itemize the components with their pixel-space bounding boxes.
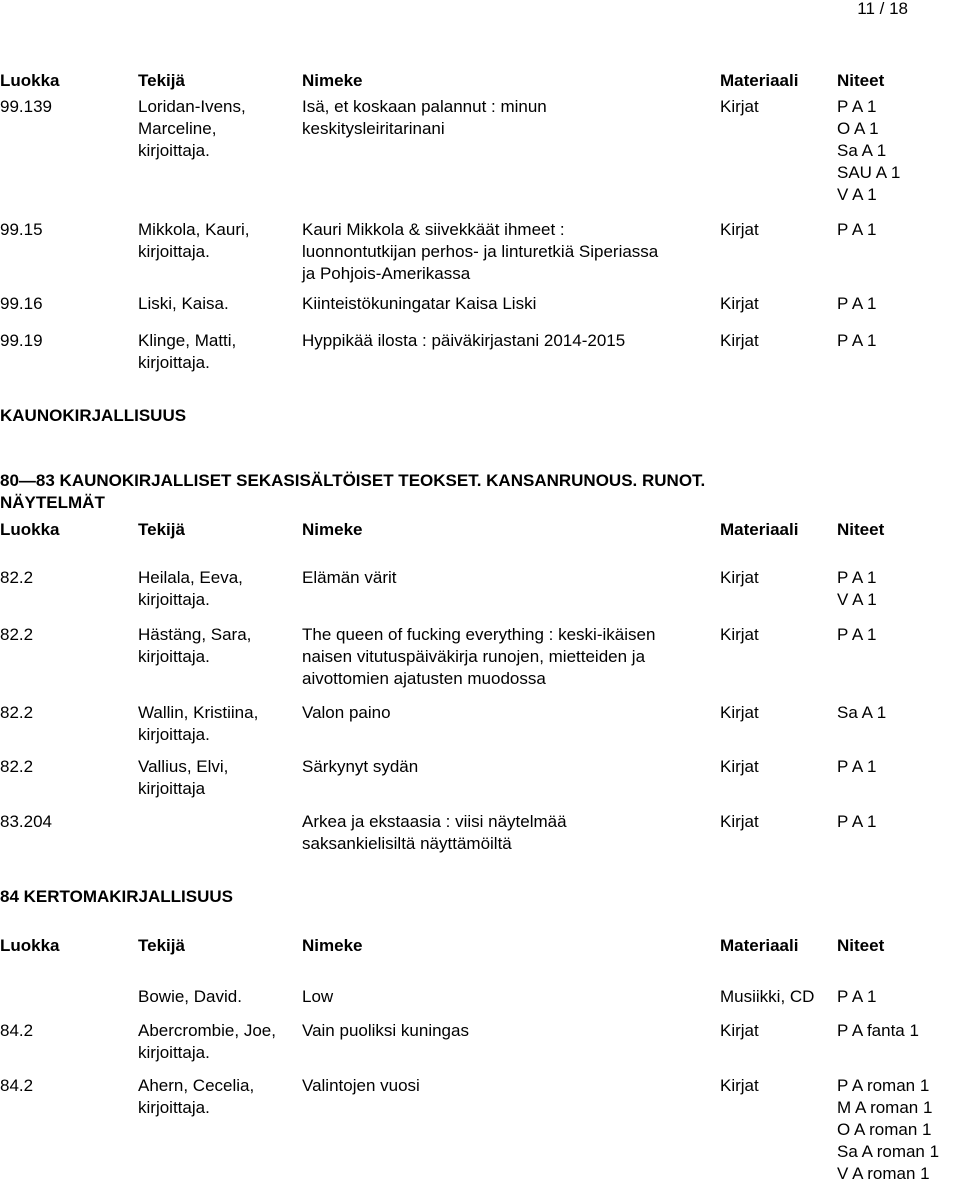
row-niteet-line: O A 1	[837, 119, 879, 138]
row-niteet-line: P A roman 1	[837, 1076, 930, 1095]
row-nimeke-line: Valintojen vuosi	[302, 1076, 420, 1095]
row-nimeke-line: Kauri Mikkola & siivekkäät ihmeet :	[302, 220, 565, 239]
row-niteet-line: V A roman 1	[837, 1164, 930, 1183]
row-luokka: 99.19	[0, 331, 43, 350]
row-niteet-line: V A 1	[837, 185, 877, 204]
row-materiaali: Kirjat	[720, 1021, 759, 1040]
row-tekija-line: Liski, Kaisa.	[138, 294, 229, 313]
row-niteet-line: P A 1	[837, 757, 877, 776]
row-tekija-line: Mikkola, Kauri,	[138, 220, 250, 239]
row-niteet-line: P A 1	[837, 987, 877, 1006]
header-nimeke: Nimeke	[302, 520, 363, 539]
row-tekija-line: Loridan-Ivens,	[138, 97, 246, 116]
row-materiaali: Kirjat	[720, 812, 759, 831]
row-nimeke-line: Särkynyt sydän	[302, 757, 419, 776]
header-materiaali: Materiaali	[720, 520, 799, 539]
header-nimeke: Nimeke	[302, 936, 363, 955]
row-materiaali: Kirjat	[720, 757, 759, 776]
row-tekija-line: kirjoittaja.	[138, 1043, 210, 1062]
row-materiaali: Kirjat	[720, 294, 759, 313]
row-niteet-line: P A 1	[837, 294, 877, 313]
row-materiaali: Kirjat	[720, 568, 759, 587]
row-nimeke-line: The queen of fucking everything : keski-ikäisen	[302, 625, 656, 644]
row-nimeke-line: Kiinteistökuningatar Kaisa Liski	[302, 294, 537, 313]
row-niteet-line: Sa A 1	[837, 703, 887, 722]
row-tekija-line: kirjoittaja.	[138, 141, 210, 160]
row-niteet-line: P A 1	[837, 568, 877, 587]
row-luokka: 84.2	[0, 1021, 34, 1040]
header-nimeke: Nimeke	[302, 71, 363, 90]
row-nimeke-line: saksankielisiltä näyttämöiltä	[302, 834, 512, 853]
row-materiaali: Kirjat	[720, 331, 759, 350]
row-materiaali: Kirjat	[720, 220, 759, 239]
row-luokka: 84.2	[0, 1076, 34, 1095]
section-title: 84 KERTOMAKIRJALLISUUS	[0, 887, 233, 906]
row-tekija-line: Wallin, Kristiina,	[138, 703, 259, 722]
row-tekija-line: Hästäng, Sara,	[138, 625, 252, 644]
row-luokka: 82.2	[0, 757, 34, 776]
row-tekija-line: Vallius, Elvi,	[138, 757, 229, 776]
row-tekija-line: kirjoittaja.	[138, 590, 210, 609]
header-niteet: Niteet	[837, 520, 885, 539]
row-nimeke-line: ja Pohjois-Amerikassa	[302, 264, 471, 283]
row-materiaali: Kirjat	[720, 625, 759, 644]
row-tekija-line: Klinge, Matti,	[138, 331, 237, 350]
row-tekija-line: kirjoittaja.	[138, 353, 210, 372]
row-materiaali: Kirjat	[720, 703, 759, 722]
row-materiaali: Kirjat	[720, 97, 759, 116]
row-tekija-line: kirjoittaja	[138, 779, 206, 798]
header-niteet: Niteet	[837, 936, 885, 955]
row-tekija-line: Marceline,	[138, 119, 217, 138]
row-niteet-line: P A 1	[837, 812, 877, 831]
row-nimeke-line: Vain puoliksi kuningas	[302, 1021, 469, 1040]
row-niteet-line: M A roman 1	[837, 1098, 933, 1117]
header-tekija: Tekijä	[138, 520, 185, 539]
row-niteet-line: SAU A 1	[837, 163, 901, 182]
row-luokka: 99.139	[0, 97, 52, 116]
row-niteet-line: O A roman 1	[837, 1120, 932, 1139]
row-niteet-line: Sa A roman 1	[837, 1142, 940, 1161]
row-nimeke-line: naisen vitutuspäiväkirja runojen, mietteiden ja	[302, 647, 646, 666]
row-tekija-line: kirjoittaja.	[138, 1098, 210, 1117]
row-nimeke-line: Arkea ja ekstaasia : viisi näytelmää	[302, 812, 567, 831]
row-niteet-line: P A 1	[837, 331, 877, 350]
row-nimeke-line: Isä, et koskaan palannut : minun	[302, 97, 547, 116]
row-luokka: 82.2	[0, 625, 34, 644]
header-luokka: Luokka	[0, 936, 60, 955]
header-luokka: Luokka	[0, 520, 60, 539]
page-number: 11 / 18	[857, 0, 908, 18]
row-luokka: 99.15	[0, 220, 43, 239]
section-subtitle: 80—83 KAUNOKIRJALLISET SEKASISÄLTÖISET TEOKSET. KANSANRUNOUS. RUNOT.	[0, 471, 706, 490]
row-nimeke-line: Valon paino	[302, 703, 391, 722]
row-nimeke-line: aivottomien ajatusten muodossa	[302, 669, 546, 688]
row-tekija-line: Heilala, Eeva,	[138, 568, 243, 587]
row-tekija-line: kirjoittaja.	[138, 647, 210, 666]
header-tekija: Tekijä	[138, 936, 185, 955]
row-tekija-line: Bowie, David.	[138, 987, 242, 1006]
row-nimeke-line: keskitysleiritarinani	[302, 119, 445, 138]
row-luokka: 82.2	[0, 568, 34, 587]
header-niteet: Niteet	[837, 71, 885, 90]
header-tekija: Tekijä	[138, 71, 185, 90]
row-niteet-line: P A 1	[837, 220, 877, 239]
header-luokka: Luokka	[0, 71, 60, 90]
header-materiaali: Materiaali	[720, 71, 799, 90]
section-subtitle: NÄYTELMÄT	[0, 493, 105, 512]
row-tekija-line: Abercrombie, Joe,	[138, 1021, 276, 1040]
row-niteet-line: P A 1	[837, 97, 877, 116]
row-materiaali: Kirjat	[720, 1076, 759, 1095]
row-tekija-line: Ahern, Cecelia,	[138, 1076, 255, 1095]
row-niteet-line: V A 1	[837, 590, 877, 609]
header-materiaali: Materiaali	[720, 936, 799, 955]
row-tekija-line: kirjoittaja.	[138, 242, 210, 261]
section-title: KAUNOKIRJALLISUUS	[0, 406, 187, 425]
row-niteet-line: P A fanta 1	[837, 1021, 919, 1040]
row-nimeke-line: luonnontutkijan perhos- ja linturetkiä Siperiassa	[302, 242, 659, 261]
row-materiaali: Musiikki, CD	[720, 987, 815, 1006]
row-niteet-line: P A 1	[837, 625, 877, 644]
row-nimeke-line: Hyppikää ilosta : päiväkirjastani 2014-2015	[302, 331, 626, 350]
row-nimeke-line: Elämän värit	[302, 568, 397, 587]
row-luokka: 83.204	[0, 812, 52, 831]
row-luokka: 82.2	[0, 703, 34, 722]
row-niteet-line: Sa A 1	[837, 141, 887, 160]
row-tekija-line: kirjoittaja.	[138, 725, 210, 744]
row-luokka: 99.16	[0, 294, 43, 313]
row-nimeke-line: Low	[302, 987, 334, 1006]
